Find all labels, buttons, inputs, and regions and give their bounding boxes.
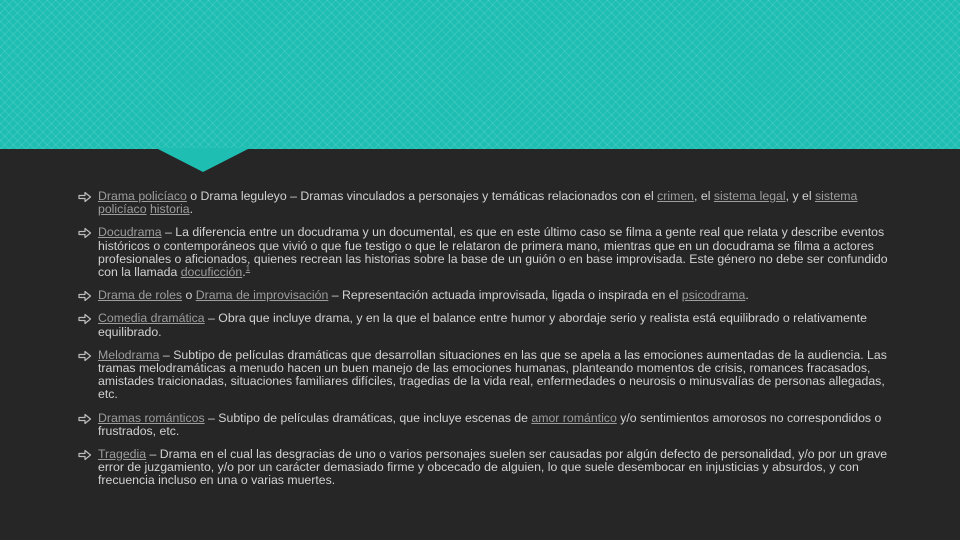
link-drama-de-improvisacion[interactable]: Drama de improvisación [195, 288, 329, 303]
arrow-right-icon [78, 449, 92, 461]
list-item-tragedia [78, 448, 890, 488]
link-historia[interactable]: historia [149, 202, 190, 217]
item-text: – Subtipo de películas dramáticas, que incluye escenas de [204, 410, 532, 425]
genre-list [78, 190, 890, 498]
arrow-right-icon [78, 290, 92, 302]
list-item-melodrama [78, 349, 890, 402]
item-text: – Representación actuada improvisada, ligada o inspirada en el [328, 288, 682, 303]
list-item-dramas-romanticos [78, 412, 890, 438]
link-sistema-policiaco[interactable]: sistema policíaco [98, 189, 858, 217]
link-docudrama[interactable]: Docudrama [98, 225, 162, 240]
arrow-right-icon [78, 313, 92, 325]
link-melodrama[interactable]: Melodrama [98, 347, 160, 362]
list-item-drama-policiaco [78, 190, 890, 216]
header-banner [0, 0, 960, 149]
item-text: – Subtipo de películas dramáticas que desarrollan situaciones en las que se apela a las emociones aumentadas de la audiencia. Las tramas melodramáticas a menudo hacen un buen manejo de las emociones humanas, planteando momentos de crisis, romances fracasados, amistades traicionadas, situaciones familiares difíciles, tragedias de la vida real, enfermedades o neurosis o minusvalías de personas allegadas, etc. [98, 347, 887, 402]
item-text: . [745, 288, 749, 303]
banner-notch [156, 148, 250, 172]
item-text: , el [694, 189, 714, 203]
link-dramas-romanticos[interactable]: Dramas románticos [98, 410, 205, 425]
item-text: y/o sentimientos amorosos no correspondidos o frustrados, etc. [98, 410, 882, 438]
link-docuficcion[interactable]: docuficción [180, 265, 243, 280]
item-text: . [242, 265, 246, 280]
item-text: o [182, 288, 196, 303]
link-psicodrama[interactable]: psicodrama [681, 288, 746, 303]
link-tragedia[interactable]: Tragedia [98, 447, 147, 462]
arrow-right-icon [78, 191, 92, 203]
link-drama-de-roles[interactable]: Drama de roles [98, 288, 183, 303]
item-text: – Drama en el cual las desgracias de uno o varios personajes suelen ser causadas por algún defecto de personalidad, y/o por un grave error de juzgamiento, y/o por un carácter demasiado firme y obcecado de alguien, lo que suele desembocar en injusticias y absurdos, y con frecuencia incluso en una o varias muertes. [98, 447, 888, 488]
arrow-right-icon [78, 227, 92, 239]
list-item-comedia-dramatica [78, 312, 890, 338]
item-text: – La diferencia entre un docudrama y un documental, es que en este último caso se filma a gente real que relata y describe eventos históricos o contemporáneos que vivió o que fue testigo o que le relataron de primera mano, mientras que en un docudrama se filma a actores profesionales o aficionados, quienes recrean las historias sobre la base de un guión o en base improvisada. Este género no debe ser confundido con la llamada [98, 225, 888, 280]
link-comedia-dramatica[interactable]: Comedia dramática [98, 311, 205, 326]
link-crimen[interactable]: crimen [657, 189, 695, 203]
footnote-ref[interactable]: 1 [245, 263, 251, 273]
arrow-right-icon [78, 413, 92, 425]
item-text: . [189, 202, 194, 217]
item-text: – Obra que incluye drama, y en la que el balance entre humor y abordaje serio y realista está equilibrado o relativamente equilibrado. [98, 311, 867, 339]
link-drama-policiaco[interactable]: Drama policíaco [98, 189, 187, 203]
link-sistema-legal[interactable]: sistema legal [713, 189, 786, 203]
arrow-right-icon [78, 350, 92, 362]
list-item-drama-de-roles [78, 289, 890, 302]
link-amor-romantico[interactable]: amor romántico [531, 410, 617, 425]
item-text: o Drama leguleyo – Dramas vinculados a personajes y temáticas relacionados con el [186, 189, 658, 203]
item-text: , y el [785, 189, 816, 203]
list-item-docudrama [78, 226, 890, 279]
